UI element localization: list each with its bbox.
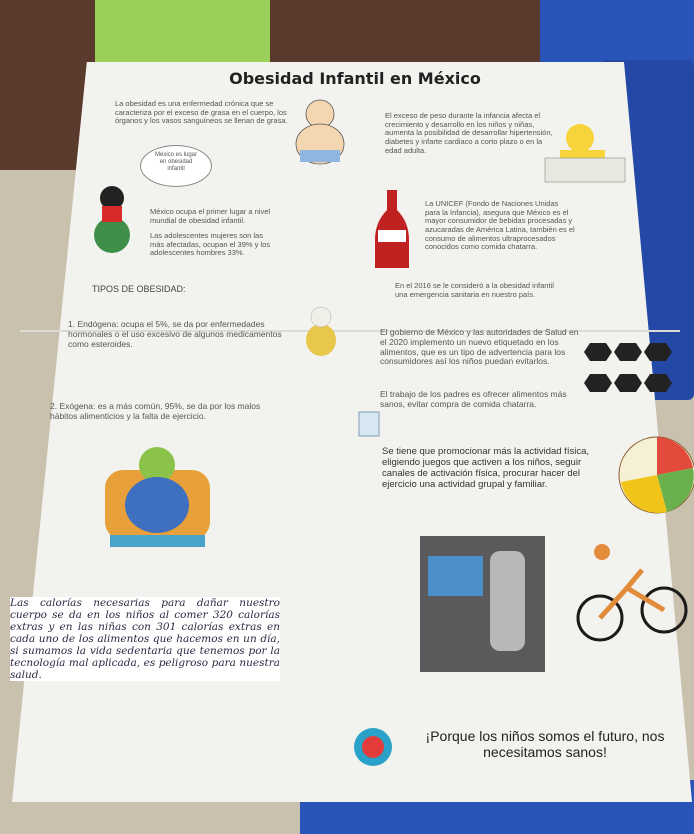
green-wall-panel: [95, 0, 270, 70]
endogena-text: 1. Endógena: ocupa el 5%, se da por enfermedades hormonales o el uso excesivo de algunos medicamentos como esteroides.: [68, 319, 282, 349]
mexico-first-text: México ocupa el primer lugar a nivel mundial de obesidad infantil.: [150, 207, 271, 225]
food-plate-illustration: [615, 420, 694, 530]
cyclist-icon: [572, 540, 692, 645]
photo-child-tv: [420, 536, 545, 672]
bubble-text: México es lugar en obesidad infantil: [154, 152, 198, 172]
poster-title: Obesidad Infantil en México: [229, 69, 481, 88]
padres-text: El trabajo de los padres es ofrecer alimentos más sanos, evitar compra de comida chatarra.: [380, 389, 567, 409]
soda-bottle-illustration: [372, 190, 412, 270]
adolescents-text: Las adolescentes mujeres son las más afectadas, ocupan el 39% y los adolescentes hombres 33%.: [150, 231, 271, 258]
hands-illustration: [300, 305, 342, 360]
unicef-text: La UNICEF (Fondo de Naciones Unidas para la Infancia), asegura que México es el mayor consumidor de bebidas procesadas y azucaradas de América Latina, también es el consumo de alimentos ultraprocesados conocidos como comida chatarra.: [425, 199, 575, 252]
calorias-text: Las calorías necesarias para dañar nuestro cuerpo se da en los niños al comer 320 calorías extras y en las niñas con 301 calorías extras en cada uno de los alimentos que hacemos en un día, si sumamos la vida sedentaria que tenemos por la tecnología mal aplicada, es peligroso para nuestra salud.: [10, 597, 280, 682]
intro-right-text: El exceso de peso durante la infancia afecta el crecimiento y desarrollo en los niños y niñas, aumenta la posibilidad de desarrollar hipertensión, diabetes y infarte cardiaco a corto plazo o en la edad adulta.: [385, 111, 553, 155]
intro-left-text: La obesidad es una enfermedad crónica que se caracteriza por el exceso de grasa en el cuerpo, los órganos y los vasos sanguíneos se llenan de grasa.: [115, 99, 288, 126]
types-heading: TIPOS DE OBESIDAD:: [92, 284, 186, 294]
warning-labels-illustration: [582, 338, 672, 408]
gobierno-text: El gobierno de México y las autoridades de Salud en el 2020 implemento un nuevo etiquetado en los alimentos, que es un tipo de advertencia para los consumidores así los niños puedan evitarlos.: [380, 327, 579, 367]
gaming-child-illustration: [95, 440, 220, 570]
cup-icon: [355, 406, 383, 438]
logo-icon: [352, 726, 394, 768]
exogena-text: 2. Exógena: es a más común, 95%, se da por los malos hábitos alimenticios y la falta de ejercicio.: [50, 401, 261, 421]
emergency-text: En el 2016 se le consideró a la obesidad infantil una emergencia sanitaria en nuestro país.: [395, 281, 554, 299]
actividad-text: Se tiene que promocionar más la actividad física, eligiendo juegos que activen a los niños, seguir canales de activación física, procurar hacer del ejercicio una actividad grupal y familiar.: [382, 446, 589, 490]
mafalda-globe-illustration: [82, 180, 142, 255]
homer-illustration: [540, 118, 630, 193]
closing-text: ¡Porque los niños somos el futuro, nos necesitamos sanos!: [425, 728, 665, 761]
fat-child-illustration: [285, 96, 355, 171]
